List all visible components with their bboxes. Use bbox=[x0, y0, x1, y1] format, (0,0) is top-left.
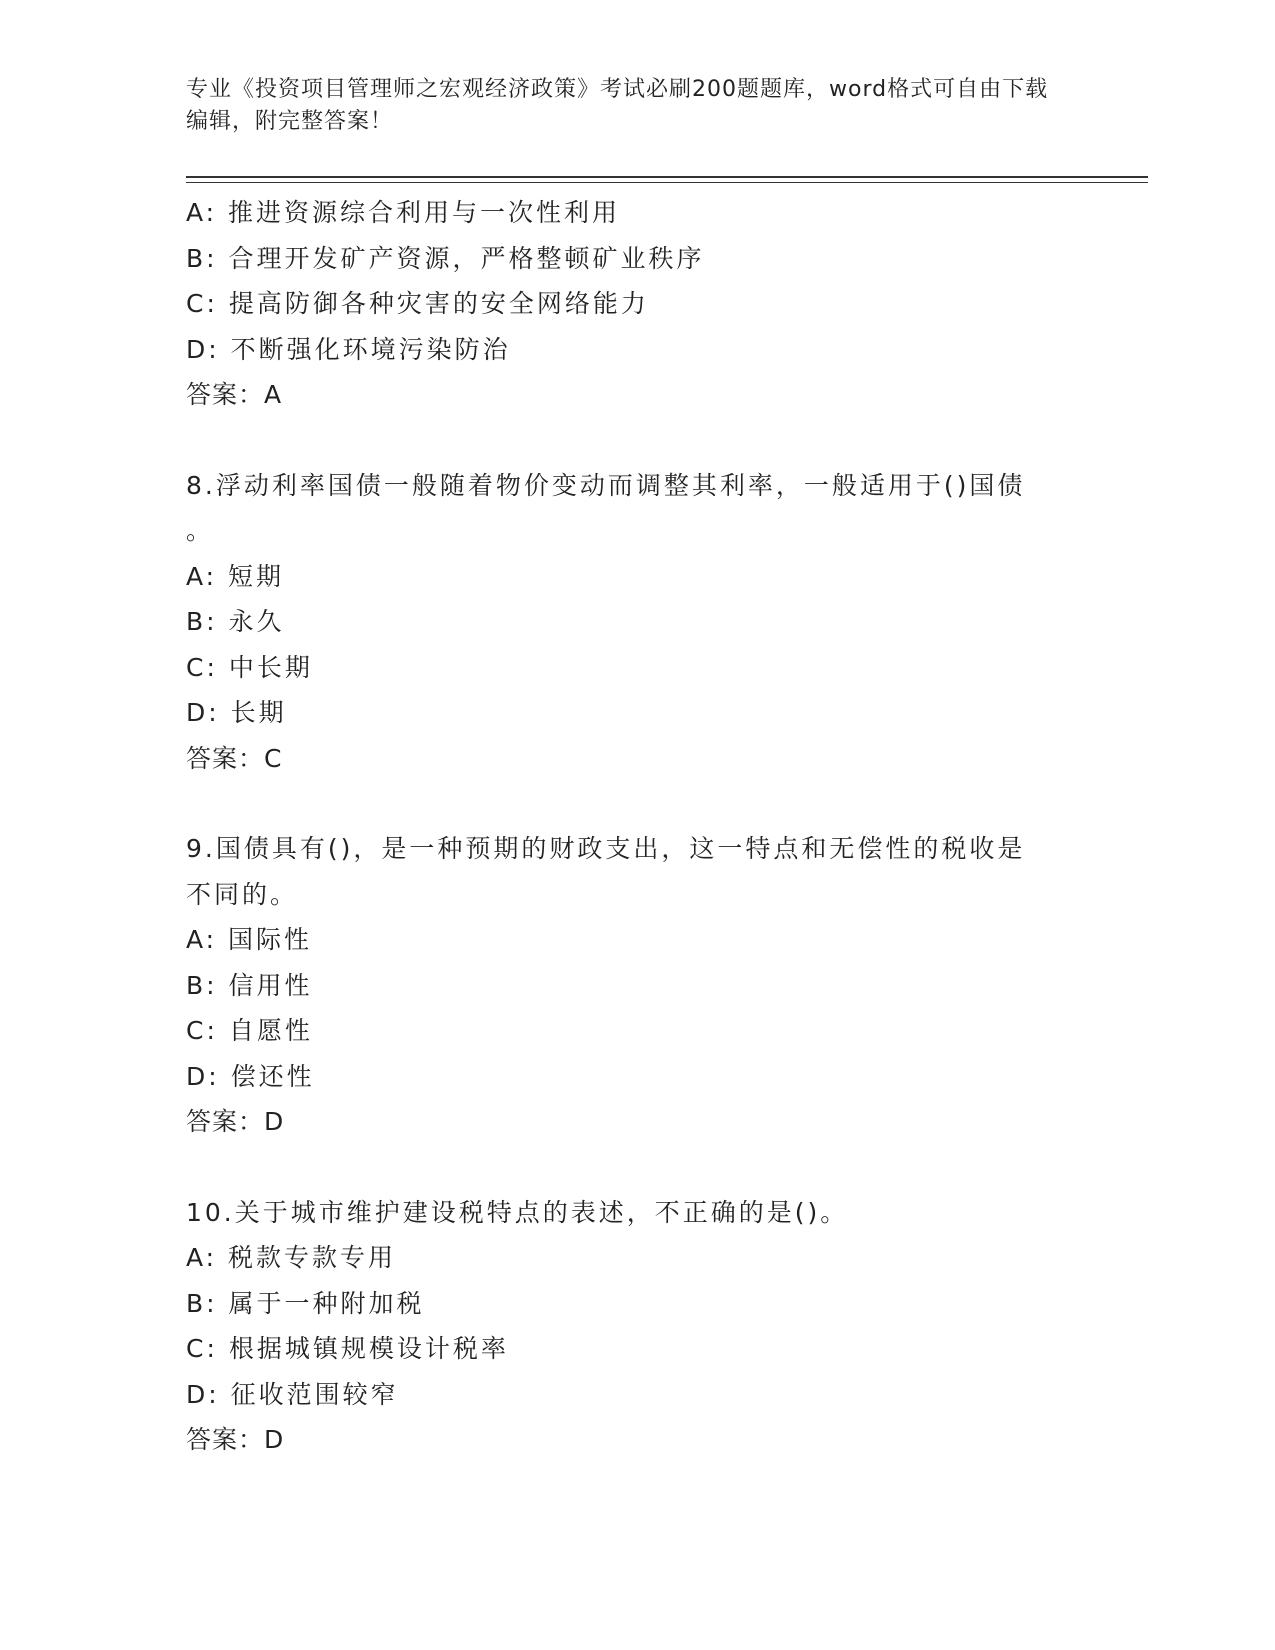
option-b: B: 属于一种附加税 bbox=[186, 1288, 425, 1318]
question-stem: 10.关于城市维护建设税特点的表述，不正确的是()。 bbox=[186, 1197, 849, 1227]
option-d: D: 长期 bbox=[186, 698, 287, 727]
question-stem-continued: 。 bbox=[186, 516, 215, 545]
question-list bbox=[186, 190, 1066, 1463]
option-d: D: 征收范围较窄 bbox=[186, 1379, 399, 1409]
question-9 bbox=[186, 826, 1066, 1145]
question-8 bbox=[186, 463, 1066, 782]
question-stem: 8.浮动利率国债一般随着物价变动而调整其利率，一般适用于()国债 bbox=[186, 470, 1026, 500]
option-a: A: 国际性 bbox=[186, 925, 313, 954]
answer-line: 答案：D bbox=[186, 1425, 285, 1454]
spacer bbox=[186, 418, 1066, 463]
option-b: B: 永久 bbox=[186, 607, 285, 636]
document-header: 专业《投资项目管理师之宏观经济政策》考试必刷200题题库，word格式可自由下载编辑，附完整答案！ bbox=[186, 77, 1049, 134]
option-b: B: 信用性 bbox=[186, 970, 313, 1000]
answer-line: 答案：A bbox=[186, 380, 283, 409]
header-divider-thin bbox=[186, 182, 1148, 183]
question-stem: 9.国债具有()，是一种预期的财政支出，这一特点和无偿性的税收是 bbox=[186, 834, 1026, 863]
spacer bbox=[186, 1145, 1066, 1190]
option-c: C: 自愿性 bbox=[186, 1016, 313, 1045]
answer-line: 答案：C bbox=[186, 743, 283, 773]
option-d: D: 不断强化环境污染防治 bbox=[186, 334, 511, 364]
option-a: A: 推进资源综合利用与一次性利用 bbox=[186, 198, 621, 227]
option-a: A: 税款专款专用 bbox=[186, 1243, 397, 1272]
question-10 bbox=[186, 1190, 1066, 1463]
question-7 bbox=[186, 190, 1066, 418]
option-d: D: 偿还性 bbox=[186, 1061, 315, 1091]
option-c: C: 根据城镇规模设计税率 bbox=[186, 1334, 509, 1363]
option-a: A: 短期 bbox=[186, 561, 285, 591]
option-b: B: 合理开发矿产资源，严格整顿矿业秩序 bbox=[186, 243, 705, 273]
question-stem-continued: 不同的。 bbox=[186, 879, 299, 909]
header-divider-thick bbox=[186, 176, 1148, 178]
option-c: C: 提高防御各种灾害的安全网络能力 bbox=[186, 289, 649, 318]
spacer bbox=[186, 781, 1066, 826]
answer-line: 答案：D bbox=[186, 1107, 285, 1136]
option-c: C: 中长期 bbox=[186, 652, 313, 682]
